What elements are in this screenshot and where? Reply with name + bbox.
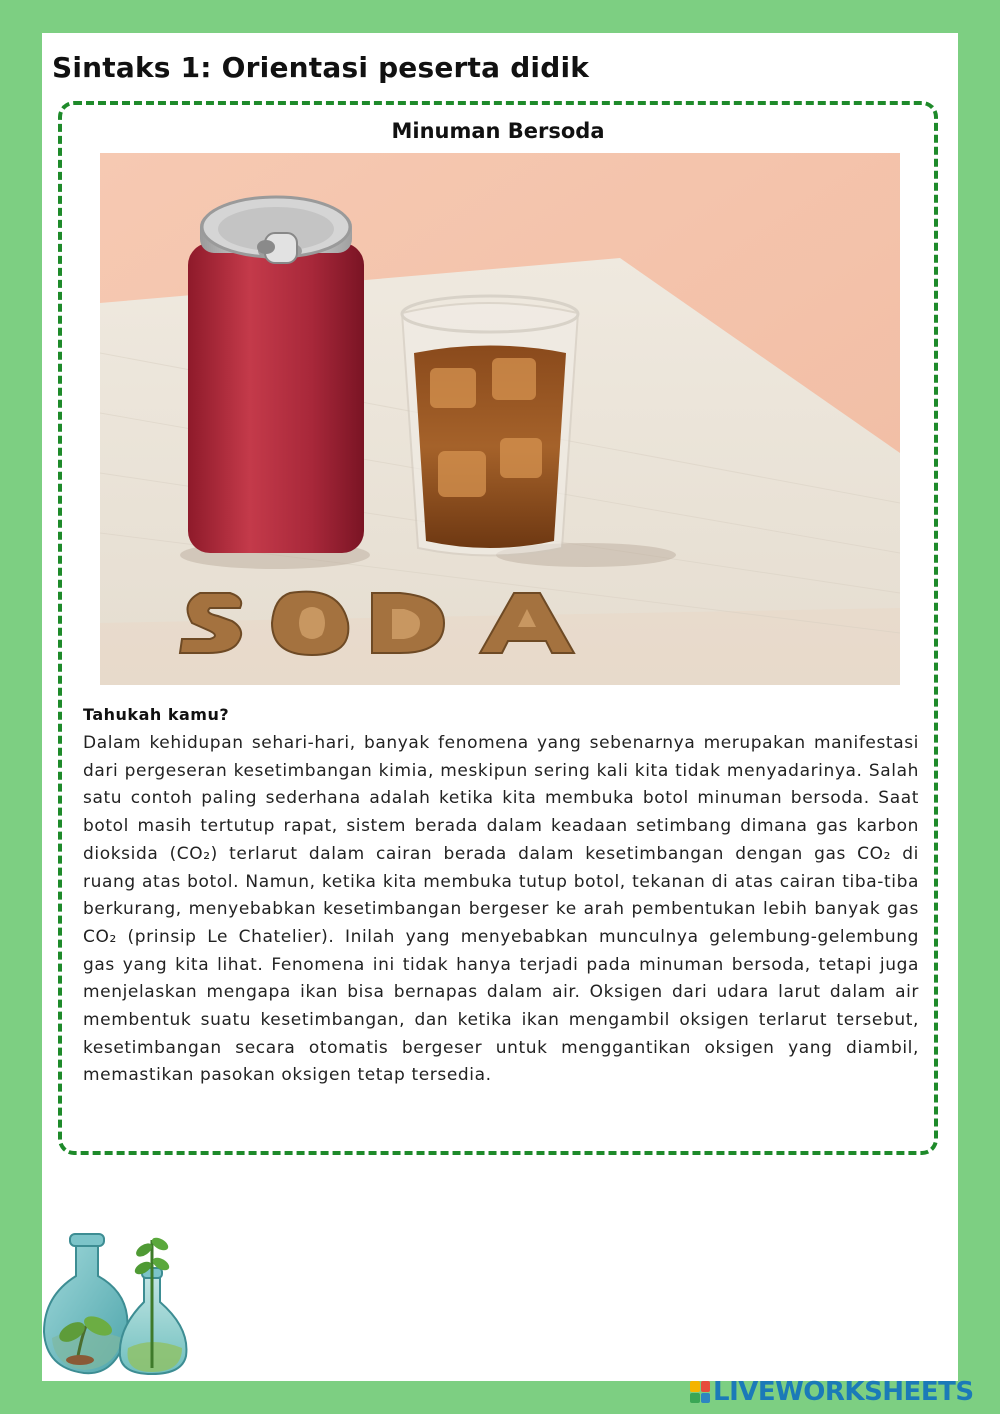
card-title: Minuman Bersoda — [391, 119, 605, 143]
flask-plant-icon — [42, 1228, 202, 1382]
brand-logo-icon — [690, 1381, 710, 1403]
brand-name: LIVEWORKSHEETS — [713, 1377, 974, 1407]
soda-photo — [100, 153, 900, 685]
content-card — [58, 101, 938, 1155]
page-title: Sintaks 1: Orientasi peserta didik — [52, 51, 590, 84]
worksheet-page — [42, 33, 958, 1381]
brand-footer[interactable] — [690, 1377, 974, 1407]
section-label: Tahukah kamu? — [83, 705, 230, 724]
info-paragraph: Dalam kehidupan sehari-hari, banyak fenomena yang sebenarnya merupakan manifestasi dari pergeseran kesetimbangan kimia, meskipun sering kali kita tidak menyadarinya. Salah satu contoh paling sederhana adalah ketika kita membuka botol minuman bersoda. Saat botol masih tertutup rapat, sistem berada dalam keadaan setimbang dimana gas karbon dioksida (CO₂) terlarut dalam cairan berada dalam kesetimbangan dengan gas CO₂ di ruang atas botol. Namun, ketika kita membuka tutup botol, tekanan di atas cairan tiba-tiba berkurang, menyebabkan kesetimbangan bergeser ke arah pembentukan lebih banyak gas CO₂ (prinsip Le Chatelier). Inilah yang menyebabkan munculnya gelembung-gelembung gas yang kita lihat. Fenomena ini tidak hanya terjadi pada minuman bersoda, tetapi juga menjelaskan mengapa ikan bisa bernapas dalam air. Oksigen dari udara larut dalam air membentuk suatu kesetimbangan, dan ketika ikan mengambil oksigen terlarut tersebut, kesetimbangan secara otomatis bergeser untuk menggantikan oksigen yang diambil, memastikan pasokan oksigen tetap tersedia. — [83, 733, 919, 1086]
